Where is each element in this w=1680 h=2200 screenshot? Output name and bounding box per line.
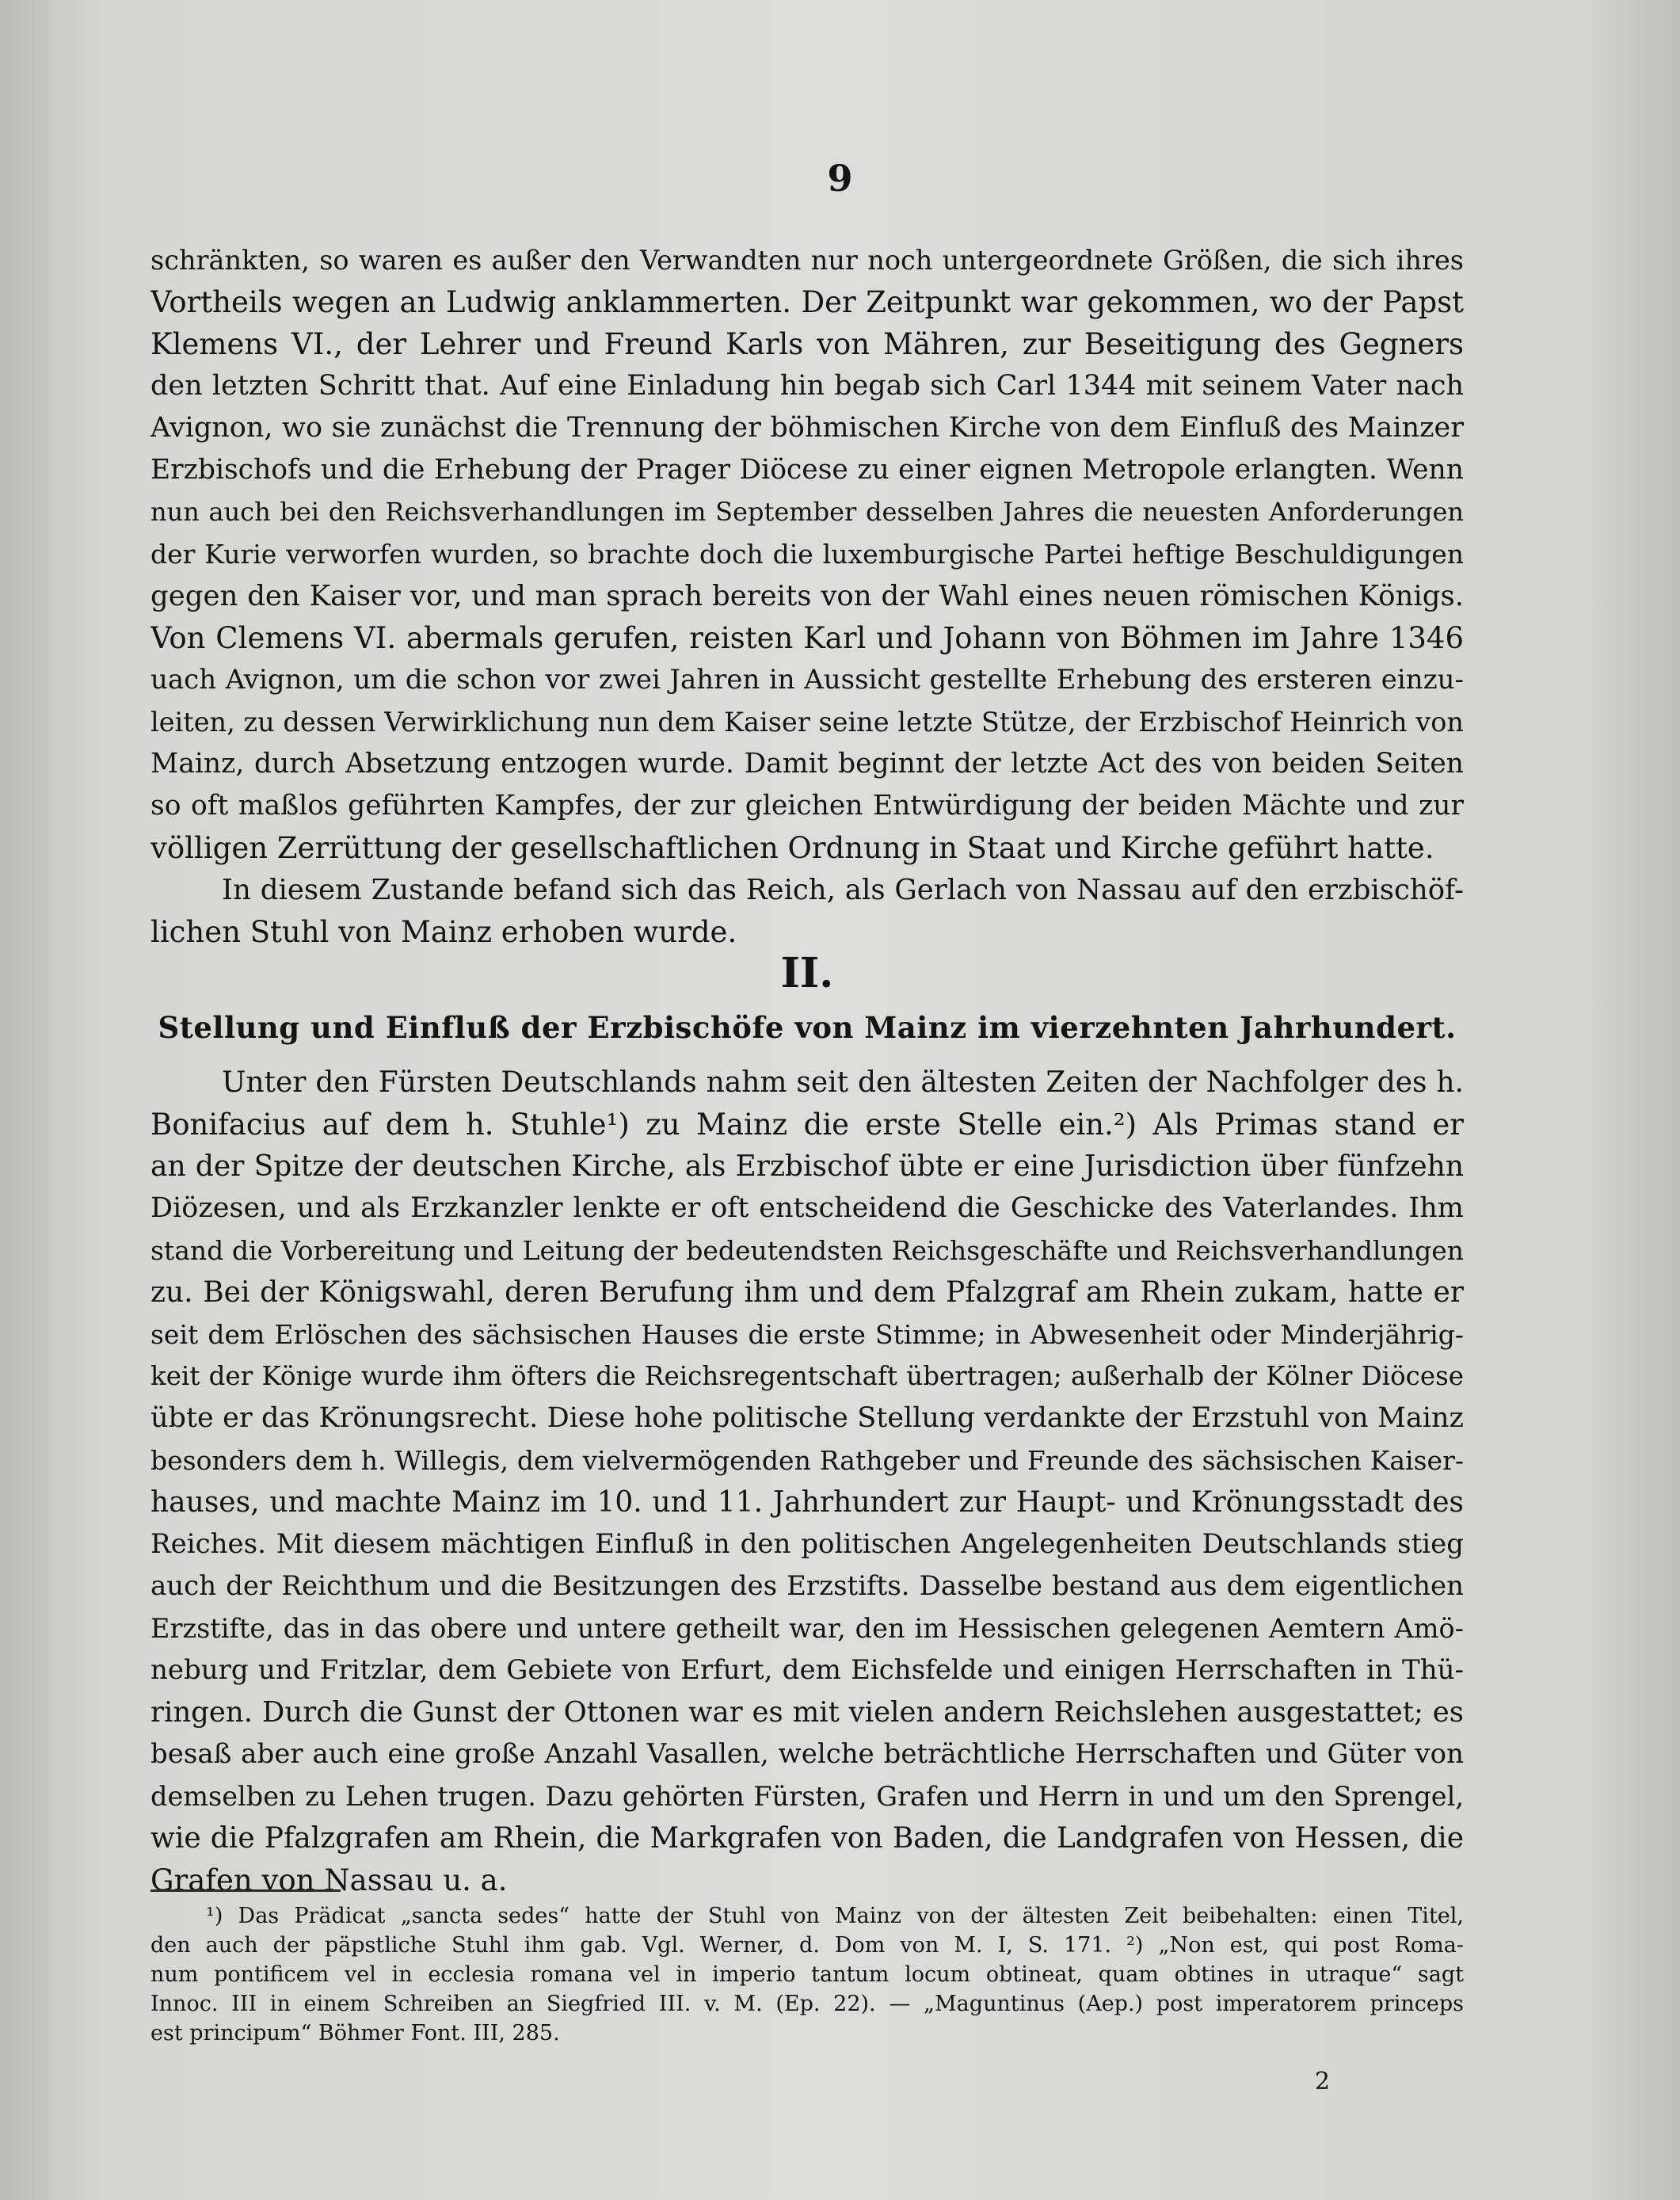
text-line: schränkten, so waren es außer den Verwandten nur noch untergeordnete Größen, die sich ihres xyxy=(150,245,1464,276)
paragraph-section-body xyxy=(150,1062,1464,1901)
footnote-line: den auch der päpstliche Stuhl ihm gab. Vgl. Werner, d. Dom von M. I, S. 171. ²) „Non est, qui post Roma- xyxy=(150,1933,1464,1958)
text-line: besonders dem h. Willegis, dem vielvermögenden Rathgeber und Freunde des sächsischen Kaiser- xyxy=(150,1445,1464,1476)
text-line: auch der Reichthum und die Besitzungen des Erzstifts. Dasselbe bestand aus dem eigentlichen xyxy=(150,1570,1464,1602)
printer-signature-mark: 2 xyxy=(1315,2068,1331,2095)
footnote-line: num pontificem vel in ecclesia romana vel in imperio tantum locum obtineat, quam obtines in utraque“ sagt xyxy=(150,1962,1464,1987)
text-line: den letzten Schritt that. Auf eine Einladung hin begab sich Carl 1344 mit seinem Vater nach xyxy=(150,370,1464,402)
footnote-line: Innoc. III in einem Schreiben an Siegfried III. v. M. (Ep. 22). — „Maguntinus (Aep.) post imperatorem princeps xyxy=(150,1992,1464,2016)
text-line: uach Avignon, um die schon vor zwei Jahren in Aussicht gestellte Erhebung des ersteren einzu- xyxy=(150,664,1464,696)
text-line: keit der Könige wurde ihm öfters die Reichsregentschaft übertragen; außerhalb der Kölner Diöcese xyxy=(150,1361,1464,1391)
text-line: Reiches. Mit diesem mächtigen Einfluß in den politischen Angelegenheiten Deutschlands stieg xyxy=(150,1528,1464,1560)
text-line: so oft maßlos geführten Kampfes, der zur gleichen Entwürdigung der beiden Mächte und zur xyxy=(150,790,1464,822)
section-title: Stellung und Einfluß der Erzbischöfe von Mainz im vierzehnten Jahrhundert. xyxy=(158,1010,1457,1045)
text-line: Erzstifte, das in das obere und untere getheilt war, den im Hessischen gelegenen Aemtern Amö- xyxy=(150,1613,1464,1644)
text-line: an der Spitze der deutschen Kirche, als Erzbischof übte er eine Jurisdiction über fünfzehn xyxy=(150,1150,1464,1183)
text-line: Grafen von Nassau u. a. xyxy=(150,1863,508,1897)
footnotes xyxy=(150,1901,1464,2048)
text-line: völligen Zerrüttung der gesellschaftlichen Ordnung in Staat und Kirche geführt hatte. xyxy=(150,831,1434,865)
text-line: Klemens VI., der Lehrer und Freund Karls von Mähren, zur Beseitigung des Gegners xyxy=(150,327,1464,361)
text-line: Bonifacius auf dem h. Stuhle¹) zu Mainz die erste Stelle ein.²) Als Primas stand er xyxy=(150,1108,1464,1142)
text-line: leiten, zu dessen Verwirklichung nun dem Kaiser seine letzte Stütze, der Erzbischof Heinrich von xyxy=(150,707,1464,738)
section-heading xyxy=(150,947,1464,1054)
text-line: demselben zu Lehen trugen. Dazu gehörten Fürsten, Grafen und Herrn in und um den Sprengel, xyxy=(150,1781,1464,1812)
text-line: besaß aber auch eine große Anzahl Vasallen, welche beträchtliche Herrschaften und Güter von xyxy=(150,1738,1464,1770)
text-line: nun auch bei den Reichsverhandlungen im September desselben Jahres die neuesten Anforderungen xyxy=(150,497,1464,527)
text-line: lichen Stuhl von Mainz erhoben wurde. xyxy=(150,915,737,949)
text-line: Von Clemens VI. abermals gerufen, reisten Karl und Johann von Böhmen im Jahre 1346 xyxy=(150,621,1464,655)
text-line: übte er das Krönungsrecht. Diese hohe politische Stellung verdankte der Erzstuhl von Mainz xyxy=(150,1402,1464,1434)
text-line: gegen den Kaiser vor, und man sprach bereits von der Wahl eines neuen römischen Königs. xyxy=(150,580,1464,612)
text-line: seit dem Erlöschen des sächsischen Hauses die erste Stimme; in Abwesenheit oder Minderjährig- xyxy=(150,1319,1464,1350)
text-line: hauses, und machte Mainz im 10. und 11. Jahrhundert zur Haupt- und Krönungsstadt des xyxy=(150,1486,1464,1519)
text-line: stand die Vorbereitung und Leitung der bedeutendsten Reichsgeschäfte und Reichsverhandlungen xyxy=(150,1235,1464,1266)
section-number: II. xyxy=(780,949,834,997)
text-line: Mainz, durch Absetzung entzogen wurde. Damit beginnt der letzte Act des von beiden Seiten xyxy=(150,748,1464,780)
text-line: In diesem Zustande befand sich das Reich, als Gerlach von Nassau auf den erzbischöf- xyxy=(222,874,1464,906)
text-line: ringen. Durch die Gunst der Ottonen war es mit vielen andern Reichslehen ausgestattet; es xyxy=(150,1696,1464,1729)
page-number: 9 xyxy=(827,157,853,200)
text-line: zu. Bei der Königswahl, deren Berufung ihm und dem Pfalzgraf am Rhein zukam, hatte er xyxy=(150,1276,1464,1309)
text-line: Diözesen, und als Erzkanzler lenkte er oft entscheidend die Geschicke des Vaterlandes. Ihm xyxy=(150,1192,1464,1224)
footnote-line: est principum“ Böhmer Font. III, 285. xyxy=(150,2021,560,2046)
text-line: Erzbischofs und die Erhebung der Prager Diöcese zu einer eignen Metropole erlangten. Wenn xyxy=(150,454,1464,486)
text-line: wie die Pfalzgrafen am Rhein, die Markgrafen von Baden, die Landgrafen von Hessen, die xyxy=(150,1822,1464,1855)
text-line: Unter den Fürsten Deutschlands nahm seit den ältesten Zeiten der Nachfolger des h. xyxy=(222,1066,1464,1099)
text-line: Vortheils wegen an Ludwig anklammerten. Der Zeitpunkt war gekommen, wo der Papst xyxy=(150,285,1464,319)
text-line: der Kurie verworfen wurden, so brachte doch die luxemburgische Partei heftige Beschuldigungen xyxy=(150,539,1464,570)
footnote-line: ¹) Das Prädicat „sancta sedes“ hatte der Stuhl von Mainz von der ältesten Zeit beibehalten: einen Titel, xyxy=(206,1904,1464,1928)
footnote-divider xyxy=(150,1889,341,1892)
text-line: Avignon, wo sie zunächst die Trennung der böhmischen Kirche von dem Einfluß des Mainzer xyxy=(150,412,1464,444)
text-line: neburg und Fritzlar, dem Gebiete von Erfurt, dem Eichsfelde und einigen Herrschaften in Thü- xyxy=(150,1654,1464,1686)
paragraph-continuation xyxy=(150,239,1464,953)
